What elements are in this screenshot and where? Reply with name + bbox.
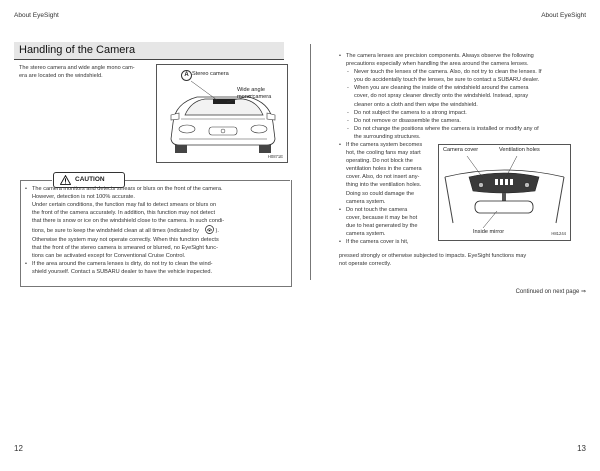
section-title-bar xyxy=(14,42,284,60)
precaution-dash-item: - Do not subject the camera to a strong impact. xyxy=(346,109,579,117)
precaution-item-4: • If the camera cover is hit, xyxy=(339,238,439,246)
intro-text: The stereo camera and wide angle mono cam- era are located on the windshield. xyxy=(19,65,135,80)
precaution-sublist xyxy=(346,68,579,141)
car-front-illustration xyxy=(157,65,287,162)
caution-line: Otherwise the system may not operate correctly. When this function detects xyxy=(32,236,219,243)
inside-mirror-label: Inside mirror xyxy=(473,229,505,235)
caution-line-with-icon xyxy=(32,225,287,235)
stereo-camera-label: Stereo camera xyxy=(192,71,229,77)
caution-item-1 xyxy=(25,185,287,260)
left-page-number: 12 xyxy=(14,444,23,453)
column-divider xyxy=(310,44,311,280)
camera-cover-illustration xyxy=(439,145,570,240)
mono-camera-label: Wide angle mono camera xyxy=(237,87,272,100)
fan-precautions-list xyxy=(339,141,439,246)
precaution-dash-item: - Do not remove or disassemble the camera. xyxy=(346,117,579,125)
precaution-item-4-continued: pressed strongly or otherwise subjected to impacts. EyeSight functions may not operate correctly. xyxy=(339,253,527,268)
caution-line: tions can be activated except for Conventional Cruise Control. xyxy=(32,252,186,259)
camera-location-figure xyxy=(156,64,288,163)
camera-cover-label: Camera cover xyxy=(443,147,479,153)
right-page-number: 13 xyxy=(577,444,586,453)
continued-next-page: Continued on next page ⇒ xyxy=(515,289,586,295)
caution-line: • The camera monitors and detects smears or blurs on the front of the camera. xyxy=(32,186,223,192)
figure-code: H0871E xyxy=(267,154,283,159)
left-running-header: About EyeSight xyxy=(14,12,59,19)
caution-line-text: tions, be sure to keep the windshield clean at all times (indicated by xyxy=(32,228,199,235)
callout-marker-a: A xyxy=(181,70,192,81)
precaution-dash-item: - Never touch the lenses of the camera. Also, do not try to clean the lenses. If you do accidentally touch the lenses, be sure to contact a SUBARU dealer. xyxy=(346,68,579,84)
ventilation-holes-label: Ventilation holes xyxy=(499,147,540,153)
figure-code: H81244 xyxy=(551,231,566,236)
section-title: Handling of the Camera xyxy=(19,44,136,56)
precaution-dash-item: - When you are cleaning the inside of the windshield around the camera cover, do not spray cleaner directly onto the windshield. Instead, spray cleaner onto a cloth and then wipe the windshield. xyxy=(346,84,579,108)
caution-line: the front of the camera accurately. In addition, this function may not detect xyxy=(32,210,216,217)
precaution-dash-item: - Do not change the positions where the camera is installed or modify any of the surrounding structures. xyxy=(346,125,579,141)
caution-line: Under certain conditions, the function may fail to detect smears or blurs on xyxy=(32,202,217,209)
caution-item-2: • If the area around the camera lenses is dirty, do not try to clean the wind- shield yourself. Contact a SUBARU dealer to have the vehicle inspected. xyxy=(25,260,287,276)
windshield-clean-indicator-icon xyxy=(204,225,215,234)
caution-line: that the front of the stereo camera is smeared or blurred, no EyeSight func- xyxy=(32,244,218,251)
caution-top-border-right xyxy=(125,180,290,181)
caution-label: CAUTION xyxy=(75,176,105,183)
caution-line: However, detection is not 100% accurate. xyxy=(32,194,135,201)
warning-triangle-icon xyxy=(60,175,71,185)
caution-line-tail: ). xyxy=(215,228,219,235)
right-running-header: About EyeSight xyxy=(541,12,586,19)
caution-line: that there is snow or ice on the windshield close to the camera. In such condi- xyxy=(32,218,225,225)
caution-list xyxy=(25,185,287,276)
caution-top-border-left xyxy=(20,180,52,181)
precaution-item-1 xyxy=(339,52,579,141)
precaution-item-2: • If the camera system becomes hot, the cooling fans may start operating. Do not block the ventilation holes in the camera cover. Also, do not insert any- thing into the ventilation holes. Doing so could damage the camera system. xyxy=(339,141,439,206)
precautions-list xyxy=(339,52,579,141)
precaution-item-3: • Do not touch the camera cover, because it may be hot due to heat generated by the camera system. xyxy=(339,206,439,238)
precaution-text: • The camera lenses are precision components. Always observe the following precautions especially when handling the area around the camera lenses. xyxy=(346,53,534,68)
camera-cover-figure xyxy=(438,144,571,241)
